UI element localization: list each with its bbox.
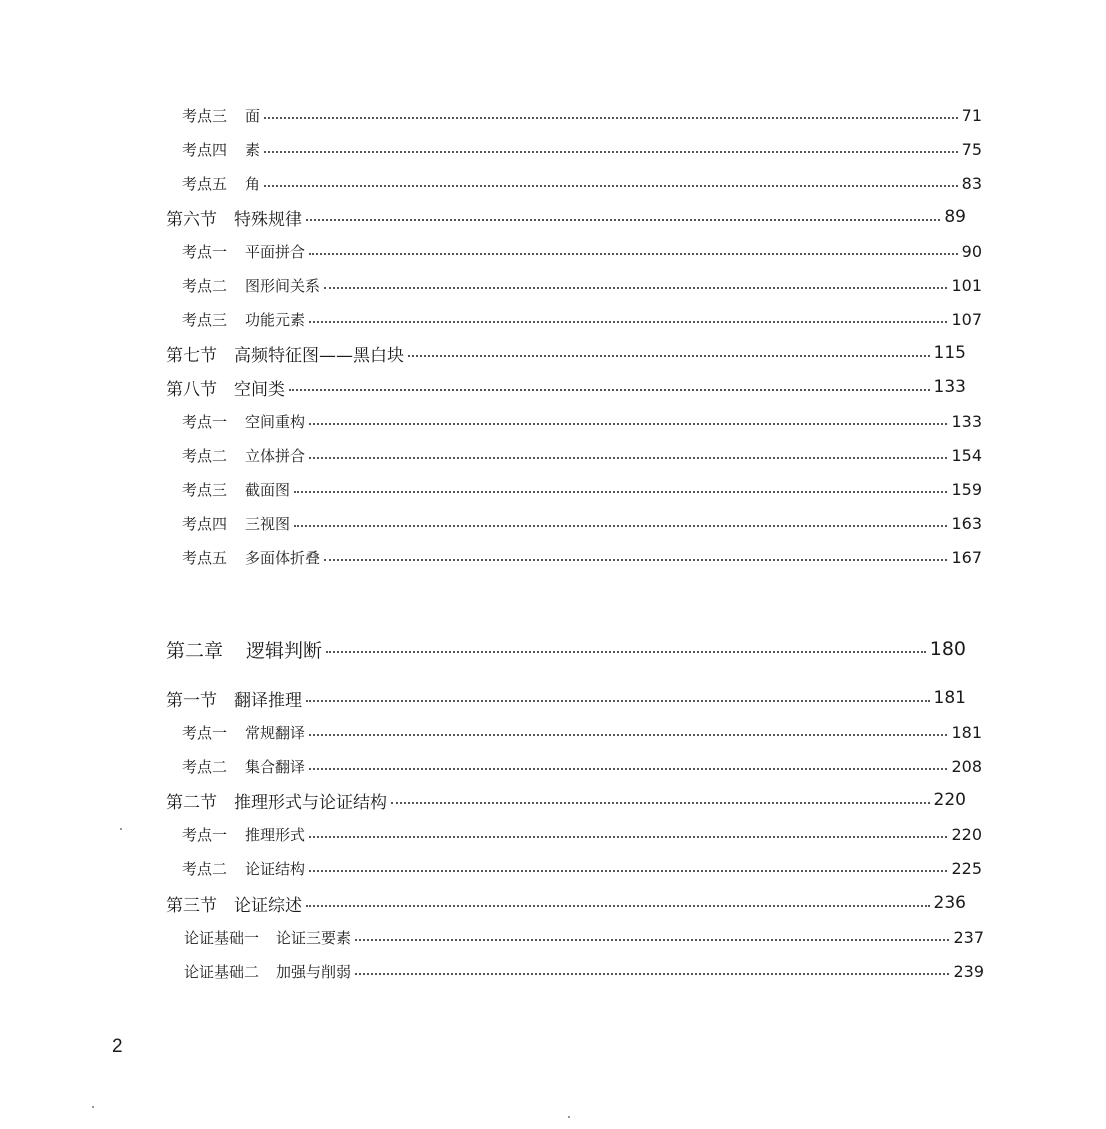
entry-key: 第二节 (166, 792, 217, 813)
dot-leader (326, 651, 926, 653)
toc-entry[interactable] (0, 854, 1104, 882)
entry-title: 翻译推理 (234, 690, 302, 711)
scan-speck (568, 1116, 570, 1118)
dot-leader (355, 973, 949, 975)
entry-title: 素 (245, 140, 261, 159)
entry-key: 考点一 (182, 412, 228, 431)
toc-entry[interactable] (0, 203, 1088, 231)
dot-leader (306, 219, 940, 221)
toc-entry[interactable] (0, 957, 1106, 985)
dot-leader (309, 836, 947, 838)
entry-key: 考点二 (182, 446, 228, 465)
entry-title: 论证结构 (245, 859, 306, 878)
entry-page: 220 (933, 790, 966, 810)
entry-key: 考点五 (182, 548, 228, 567)
toc-entry[interactable] (0, 923, 1106, 951)
entry-page: 115 (933, 343, 966, 363)
dot-leader (264, 117, 958, 119)
entry-key: 第七节 (166, 345, 217, 366)
dot-leader (309, 768, 947, 770)
toc-entry[interactable] (0, 718, 1104, 746)
entry-page: 163 (951, 513, 982, 533)
entry-key: 论证基础一 (184, 928, 260, 947)
entry-key: 考点四 (182, 514, 228, 533)
entry-page: 225 (951, 858, 982, 878)
entry-page: 236 (933, 893, 966, 913)
toc-entry[interactable] (0, 543, 1104, 571)
toc-entry[interactable] (0, 820, 1104, 848)
toc-entry[interactable] (0, 237, 1104, 265)
entry-title: 三视图 (245, 514, 291, 533)
dot-leader (324, 559, 947, 561)
entry-page: 83 (961, 173, 982, 193)
toc-entry[interactable] (0, 786, 1088, 814)
entry-key: 第三节 (166, 895, 217, 916)
entry-title: 面 (245, 106, 261, 125)
entry-key: 考点三 (182, 310, 228, 329)
dot-leader (289, 389, 930, 391)
entry-key: 考点三 (182, 106, 228, 125)
entry-page: 159 (951, 479, 982, 499)
entry-key: 第一节 (166, 690, 217, 711)
entry-key: 第六节 (166, 209, 217, 230)
dot-leader (309, 253, 958, 255)
entry-page: 90 (961, 241, 982, 261)
dot-leader (309, 321, 947, 323)
toc-entry[interactable] (0, 101, 1104, 129)
dot-leader (408, 355, 930, 357)
toc-entry[interactable] (0, 305, 1104, 333)
entry-key: 考点三 (182, 480, 228, 499)
entry-key: 考点二 (182, 757, 228, 776)
entry-page: 133 (951, 411, 982, 431)
entry-key: 考点四 (182, 140, 228, 159)
entry-page: 181 (933, 688, 966, 708)
toc-entry[interactable] (0, 684, 1088, 712)
dot-leader (324, 287, 947, 289)
dot-leader (355, 939, 949, 941)
toc-entry[interactable] (0, 169, 1104, 197)
entry-title: 图形间关系 (245, 276, 321, 295)
scan-speck (92, 1106, 94, 1108)
entry-title: 常规翻译 (245, 723, 306, 742)
entry-page: 154 (951, 445, 982, 465)
entry-page: 220 (951, 824, 982, 844)
page-number: 2 (112, 1036, 123, 1057)
entry-key: 考点二 (182, 276, 228, 295)
entry-page: 181 (951, 722, 982, 742)
dot-leader (306, 905, 930, 907)
entry-title: 加强与削弱 (276, 962, 352, 981)
entry-title: 论证综述 (234, 895, 302, 916)
dot-leader (309, 870, 947, 872)
toc-entry[interactable] (0, 339, 1088, 367)
dot-leader (309, 734, 947, 736)
toc-entry[interactable] (0, 441, 1104, 469)
dot-leader (294, 525, 947, 527)
toc-entry[interactable] (0, 889, 1088, 917)
toc-entry[interactable] (0, 752, 1104, 780)
entry-page: 208 (951, 756, 982, 776)
entry-title: 功能元素 (245, 310, 306, 329)
entry-title: 空间重构 (245, 412, 306, 431)
toc-entry[interactable] (0, 475, 1104, 503)
entry-page: 180 (929, 638, 966, 660)
scan-speck (120, 828, 122, 830)
dot-leader (309, 457, 947, 459)
entry-title: 高频特征图——黑白块 (234, 345, 404, 366)
entry-page: 71 (961, 105, 982, 125)
entry-title: 空间类 (234, 379, 285, 400)
entry-key: 论证基础二 (184, 962, 260, 981)
entry-title: 截面图 (245, 480, 291, 499)
entry-page: 237 (953, 927, 984, 947)
entry-key: 考点一 (182, 723, 228, 742)
entry-key: 考点一 (182, 825, 228, 844)
entry-page: 89 (944, 207, 966, 227)
dot-leader (306, 700, 930, 702)
entry-key: 考点一 (182, 242, 228, 261)
entry-key: 考点二 (182, 859, 228, 878)
entry-key: 第八节 (166, 379, 217, 400)
toc-entry[interactable] (0, 135, 1104, 163)
dot-leader (264, 185, 958, 187)
entry-key: 考点五 (182, 174, 228, 193)
toc-entry[interactable] (0, 373, 1088, 401)
entry-page: 107 (951, 309, 982, 329)
entry-title: 平面拼合 (245, 242, 306, 261)
entry-title: 角 (245, 174, 261, 193)
entry-page: 167 (951, 547, 982, 567)
toc-entry[interactable] (0, 271, 1104, 299)
entry-title: 多面体折叠 (245, 548, 321, 567)
entry-page: 75 (961, 139, 982, 159)
dot-leader (391, 802, 930, 804)
entry-title: 特殊规律 (234, 209, 302, 230)
entry-title: 推理形式 (245, 825, 306, 844)
entry-title: 集合翻译 (245, 757, 306, 776)
toc-entry[interactable] (0, 509, 1104, 537)
entry-title: 论证三要素 (276, 928, 352, 947)
entry-page: 133 (933, 377, 966, 397)
entry-page: 101 (951, 275, 982, 295)
toc-chapter-entry[interactable] (0, 635, 1088, 663)
dot-leader (309, 423, 947, 425)
dot-leader (294, 491, 947, 493)
entry-title: 逻辑判断 (246, 639, 323, 662)
dot-leader (264, 151, 958, 153)
toc-entry[interactable] (0, 407, 1104, 435)
entry-page: 239 (953, 961, 984, 981)
entry-title: 立体拼合 (245, 446, 306, 465)
entry-title: 推理形式与论证结构 (234, 792, 387, 813)
entry-key: 第二章 (166, 639, 224, 662)
